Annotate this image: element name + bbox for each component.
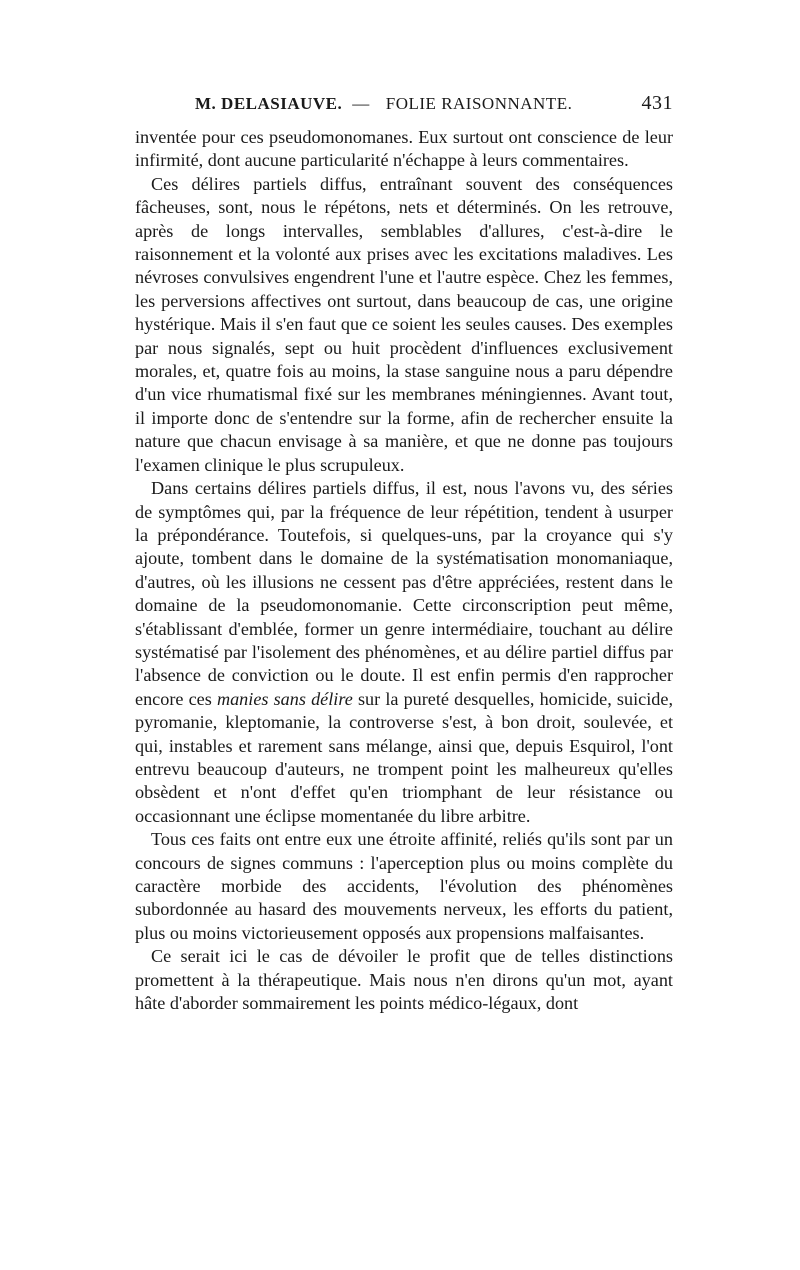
body-text	[135, 126, 673, 1015]
page-number: 431	[641, 92, 673, 114]
running-head-author: M. DELASIAUVE.	[195, 94, 343, 113]
running-head-separator: —	[352, 94, 370, 113]
paragraph-5: Ce serait ici le cas de dévoiler le profit que de telles distinctions promettent à la thérapeutique. Mais nous n'en dirons qu'un mot, ayant hâte d'aborder sommairement les points médico-légaux, dont	[135, 946, 673, 1014]
paragraph-3	[135, 477, 673, 828]
running-head-title: FOLIE RAISONNANTE.	[385, 94, 573, 113]
paragraph-1: inventée pour ces pseudomonomanes. Eux surtout ont conscience de leur infirmité, dont aucune particularité n'échappe à leurs commentaires.	[135, 127, 673, 171]
running-head-left	[135, 94, 572, 114]
paragraph-4: Tous ces faits ont entre eux une étroite affinité, reliés qu'ils sont par un concours de signes communs : l'aperception plus ou moins complète du caractère morbide des accidents, l'évolution des phénomènes subordonnée au hasard des mouvements nerveux, les efforts du patient, plus ou moins victorieusement opposés aux propensions malfaisantes.	[135, 829, 673, 943]
paragraph-2: Ces délires partiels diffus, entraînant souvent des conséquences fâcheuses, sont, nous le répétons, nets et déterminés. On les retrouve, après de longs intervalles, semblables d'allures, c'est-à-dire le raisonnement et la volonté aux prises avec les excitations maladives. Les névroses convulsives engendrent l'une et l'autre espèce. Chez les femmes, les perversions affectives ont surtout, dans beaucoup de cas, une origine hystérique. Mais il s'en faut que ce soient les seules causes. Des exemples par nous signalés, sept ou huit procèdent d'influences exclusivement morales, et, quatre fois au moins, la stase sanguine nous a paru dépendre d'un vice rhumatismal fixé sur les membranes méningiennes. Avant tout, il importe donc de s'entendre sur la forme, afin de rechercher ensuite la nature que chacun envisage à sa manière, et que ne donne pas toujours l'examen clinique le plus scrupuleux.	[135, 173, 673, 475]
paragraph-3-part-2: sur la pureté desquelles, homicide, suicide, pyromanie, kleptomanie, la controverse s'est, à bon droit, soulevée, et qui, instables et rarement sans mélange, ainsi que, depuis Esquirol, l'ont entrevu beaucoup d'auteurs, ne trompent point les malheureux qu'elles obsèdent et n'ont d'effet qu'en triomphant de leur résistance ou occasionnant une éclipse momentanée du libre arbitre.	[135, 688, 673, 826]
paragraph-3-italic-term: manies sans délire	[216, 688, 353, 709]
running-head	[135, 92, 673, 126]
paragraph-3-part-1: Dans certains délires partiels diffus, il est, nous l'avons vu, des séries de symptômes qui, par la fréquence de leur répétition, tendent à usurper la prépondérance. Toutefois, si quelques-uns, par la croyance qui s'y ajoute, tombent dans le domaine de la systématisation monomaniaque, d'autres, où les illusions ne cessent pas d'être appréciées, restent dans le domaine de la pseudomonomanie. Cette circonscription peut même, s'établissant d'emblée, former un genre intermédiaire, touchant au délire systématisé par l'isolement des phénomènes, et au délire partiel diffus par l'absence de conviction ou le doute. Il est enfin permis d'en rapprocher encore ces	[135, 478, 673, 709]
book-page	[135, 92, 673, 1015]
